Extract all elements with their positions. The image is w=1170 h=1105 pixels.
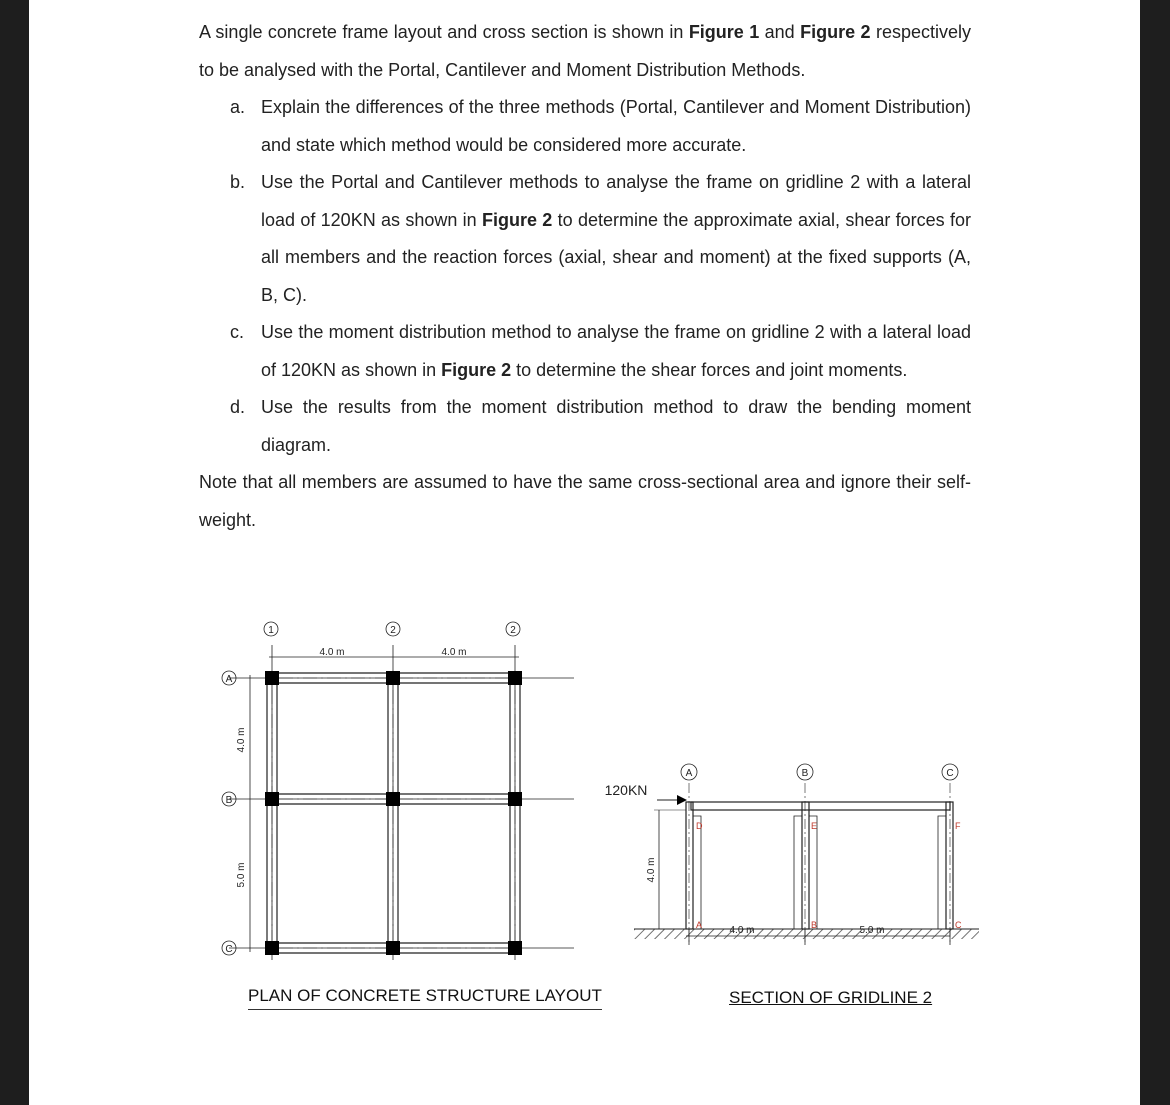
section-col-label: A [685,768,693,779]
plan-row-label: B [225,795,233,806]
section-col-label: C [946,768,954,779]
plan-col-label: 2 [510,625,516,636]
item-text: Use the results from the moment distribution method to draw the bending moment diagram. [261,397,971,455]
section-height-dim: 4.0 m [646,857,657,883]
joint-top-label: D [696,821,703,831]
section-figure [634,764,979,945]
item-letter: d. [230,397,246,417]
plan-row-label: C [225,944,233,955]
plan-dim-y2: 5.0 m [236,862,247,888]
figures [29,0,1140,1105]
section-col-label: B [801,768,809,779]
note-paragraph: Note that all members are assumed to have the same cross-sectional area and ignore their self-weight. [199,472,971,530]
plan-figure [222,622,574,960]
plan-row-label: A [225,674,233,685]
intro-paragraph: A single concrete frame layout and cross section is shown in Figure 1 and Figure 2 respectively to be analysed with the Portal, Cantilever and Moment Distribution Methods. [199,22,972,80]
section-span1-dim: 4.0 m [729,925,755,936]
joint-top-label: F [955,821,961,831]
joint-labels [696,821,962,930]
section-caption: SECTION OF GRIDLINE 2 [729,988,933,1007]
plan-col-label: 2 [390,625,396,636]
item-letter: b. [230,172,246,192]
item-text: Explain the differences of the three methods (Portal, Cantilever and Moment Distribution) and state which method would be considered more accurate. [261,97,971,155]
plan-col-label: 1 [268,625,274,636]
plan-dim-x2: 4.0 m [441,647,467,658]
document-page [29,0,1140,1105]
question-item-b: b. Use the Portal and Cantilever methods to analyse the frame on gridline 2 with a lateral load of 120KN as shown in Figure 2 to determine the approximate axial, shear forces for all members and the reaction forces (axial, shear and moment) at the fixed supports (A, B, C). [199,164,971,314]
section-labels [605,768,954,936]
joint-top-label: E [811,821,818,831]
item-letter: c. [230,322,245,342]
plan-caption: PLAN OF CONCRETE STRUCTURE LAYOUT [248,986,602,1010]
joint-base-label: C [955,920,962,930]
question-item-c: c. Use the moment distribution method to analyse the frame on gridline 2 with a lateral load of 120KN as shown in Figure 2 to determine the shear forces and joint moments. [199,314,971,389]
section-span2-dim: 5.0 m [859,925,885,936]
joint-base-label: B [811,920,818,930]
plan-dim-y1: 4.0 m [236,727,247,753]
plan-dim-x1: 4.0 m [319,647,345,658]
load-label: 120KN [604,782,648,798]
item-letter: a. [230,97,246,117]
joint-base-label: A [696,920,703,930]
